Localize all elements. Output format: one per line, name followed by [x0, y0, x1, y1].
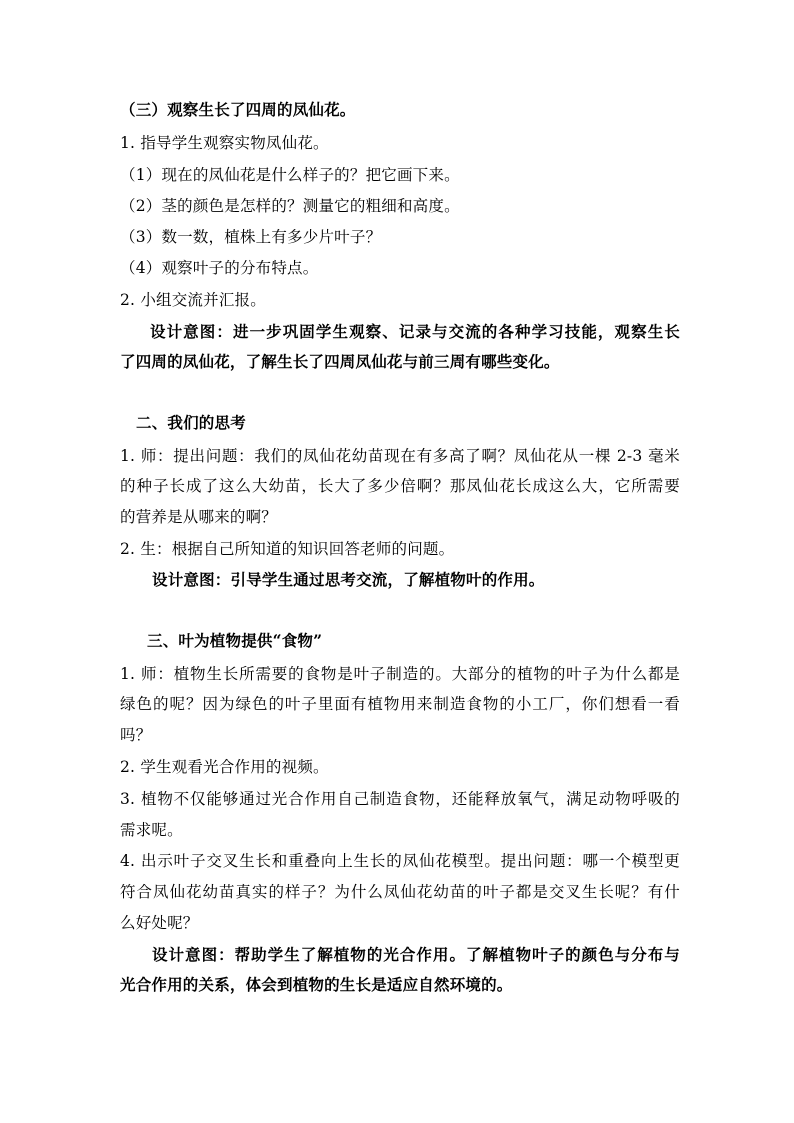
paragraph-line: 的营养是从哪来的啊？ [120, 508, 278, 526]
paragraph-line: 吗？ [120, 726, 152, 744]
paragraph-line: 1. 师：提出问题：我们的凤仙花幼苗现在有多高了啊？凤仙花从一棵 2-3 毫米 [120, 447, 680, 465]
paragraph-line: 2. 生：根据自己所知道的知识回答老师的问题。 [120, 540, 455, 558]
list-item: 2. 小组交流并汇报。 [120, 291, 266, 309]
design-intent-line: 设计意图：引导学生通过思考交流，了解植物叶的作用。 [152, 570, 545, 589]
list-item: （2）茎的颜色是怎样的？测量它的粗细和高度。 [120, 197, 460, 215]
paragraph-line: 绿色的呢？因为绿色的叶子里面有植物用来制造食物的小工厂，你们想看一看 [120, 695, 680, 713]
list-item: （3）数一数，植株上有多少片叶子？ [120, 228, 382, 246]
paragraph-line: 1. 师：植物生长所需要的食物是叶子制造的。大部分的植物的叶子为什么都是 [120, 665, 680, 683]
paragraph-line: 2. 学生观看光合作用的视频。 [120, 758, 329, 776]
paragraph-line: 么好处呢？ [120, 914, 199, 932]
design-intent-line: 光合作用的关系，体会到植物的生长是适应自然环境的。 [120, 975, 513, 994]
paragraph-line: 需求呢。 [120, 821, 183, 839]
section-heading-observe-four-weeks: （三）观察生长了四周的凤仙花。 [120, 100, 356, 119]
paragraph-line: 4. 出示叶子交叉生长和重叠向上生长的凤仙花模型。提出问题：哪一个模型更 [120, 852, 680, 870]
paragraph-line: 3. 植物不仅能够通过光合作用自己制造食物，还能释放氧气，满足动物呼吸的 [120, 790, 680, 808]
list-item: （4）观察叶子的分布特点。 [120, 259, 319, 277]
paragraph-line: 的种子长成了这么大幼苗，长大了多少倍啊？那凤仙花长成这么大，它所需要 [120, 477, 680, 495]
paragraph-line: 符合凤仙花幼苗真实的样子？为什么凤仙花幼苗的叶子都是交叉生长呢？有什 [120, 883, 680, 901]
design-intent-line: 设计意图：进一步巩固学生观察、记录与交流的各种学习技能，观察生长 [150, 322, 680, 341]
list-item: （1）现在的凤仙花是什么样子的？把它画下来。 [120, 166, 460, 184]
design-intent-line: 了四周的凤仙花，了解生长了四周凤仙花与前三周有哪些变化。 [120, 352, 560, 371]
design-intent-line: 设计意图：帮助学生了解植物的光合作用。了解植物叶子的颜色与分布与 [152, 945, 680, 964]
list-item: 1. 指导学生观察实物凤仙花。 [120, 134, 329, 152]
section-heading-our-thinking: 二、我们的思考 [136, 413, 246, 432]
section-heading-leaf-food: 三、叶为植物提供“食物” [147, 631, 323, 650]
